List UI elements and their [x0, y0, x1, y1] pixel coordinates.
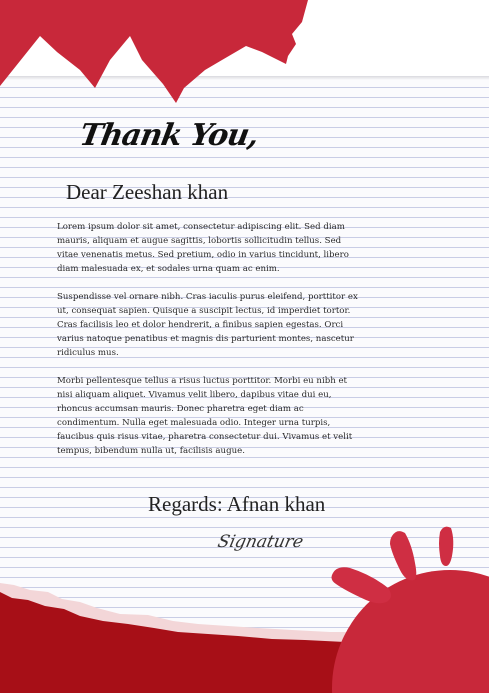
salutation: Dear Zeeshan khan	[66, 180, 229, 204]
sun-ray-left	[332, 567, 392, 603]
thank-you-title: Thank You,	[76, 118, 261, 153]
closing-regards: Regards: Afnan khan	[148, 492, 326, 516]
signature: Signature	[215, 532, 306, 552]
body-paragraph: Morbi pellentesque tellus a risus luctus porttitor. Morbi eu nibh et nisi aliquam aliquet. Vivamus velit libero, dapibus vitae dui eu, rhoncus accumsan mauris. Donec pharetra eget diam ac condimentum. Nulla eget malesuada odio. Integer urna turpis, faucibus quis risus vitae, pharetra consectetur dui. Vivamus et velit tempus, bibendum nulla ut, facilisis augue.	[57, 376, 353, 456]
letter-body	[57, 220, 361, 472]
sun-ray-right	[439, 527, 453, 566]
sun-ray-middle	[390, 531, 416, 580]
body-paragraph: Lorem ipsum dolor sit amet, consectetur adipiscing elit. Sed diam mauris, aliquam et augue sagittis, lobortis sollicitudin tellus. Sed vitae venenatis metus. Sed pretium, odio in varius tincidunt, libero diam malesuada ex, et sodales urna quam ac enim.	[57, 222, 349, 274]
top-torn-red-shape	[0, 0, 308, 103]
body-paragraph: Suspendisse vel ornare nibh. Cras iaculis purus eleifend, porttitor ex ut, consequat sapien. Quisque a suscipit lectus, id imperdiet tortor. Cras facilisis leo et dolor hendrerit, a finibus sapien egestas. Orci varius natoque penatibus et magnis dis parturient montes, nascetur ridiculus mus.	[57, 292, 358, 358]
